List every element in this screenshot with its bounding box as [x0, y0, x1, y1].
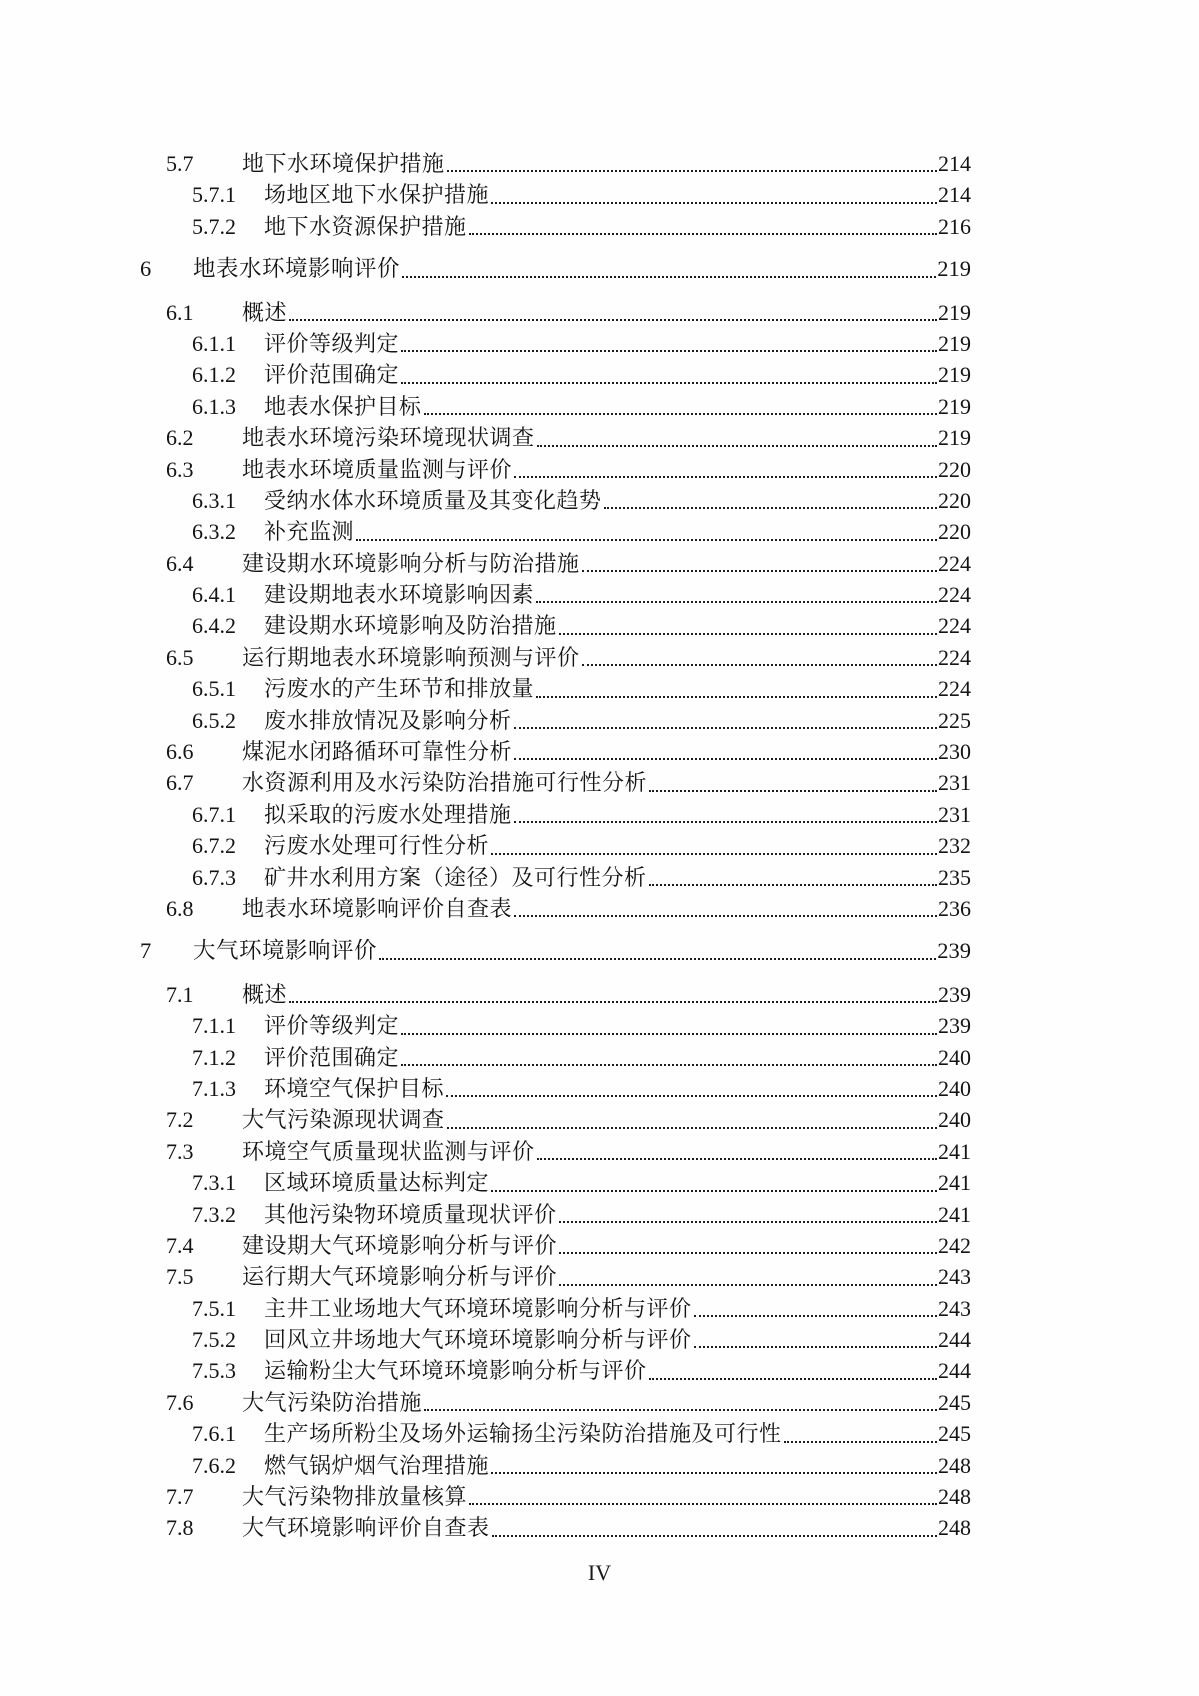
toc-entry-page: 243: [938, 1295, 971, 1321]
toc-entry-title: 大气污染源现状调查: [242, 1107, 445, 1133]
toc-entry-page: 231: [938, 801, 971, 827]
leader-dots: [694, 1324, 937, 1348]
toc-entry[interactable]: [140, 548, 971, 579]
toc-entry-page: 219: [937, 256, 971, 282]
toc-entry-page: 242: [938, 1232, 971, 1258]
toc-entry-page: 239: [937, 938, 971, 964]
leader-dots: [694, 1293, 937, 1317]
toc-entry-page: 225: [938, 707, 971, 733]
toc-entry[interactable]: [140, 1010, 971, 1041]
toc-entry-number: 5.7.2: [192, 213, 236, 239]
toc-entry-number: 6.8: [166, 895, 194, 921]
toc-entry-title: 运行期地表水环境影响预测与评价: [242, 644, 580, 670]
toc-entry[interactable]: [140, 1324, 971, 1355]
toc-entry-title: 地下水环境保护措施: [242, 151, 445, 176]
toc-entry[interactable]: [140, 767, 971, 798]
leader-dots: [784, 1418, 937, 1442]
toc-entry-number: 6.7: [166, 770, 194, 796]
leader-dots: [649, 862, 937, 886]
toc-entry-number: 6.5.1: [192, 676, 236, 702]
toc-entry-page: 243: [938, 1264, 971, 1290]
toc-entry-title: 运行期大气环境影响分析与评价: [242, 1264, 558, 1290]
toc-entry-title: 大气污染防治措施: [242, 1389, 423, 1415]
toc-entry-number: 7.3: [166, 1138, 194, 1164]
toc-entry-page: 220: [938, 456, 971, 482]
toc-entry-title: 污废水处理可行性分析: [264, 833, 490, 859]
toc-entry-title: 运输粉尘大气环境环境影响分析与评价: [264, 1358, 647, 1384]
toc-entry-page: 241: [938, 1201, 971, 1227]
toc-entry[interactable]: [140, 705, 971, 736]
toc-entry-number: 7.1.1: [192, 1013, 236, 1039]
toc-entry[interactable]: [140, 893, 971, 924]
toc-entry[interactable]: [140, 1481, 971, 1512]
toc-entry-number: 7.5.1: [192, 1295, 236, 1321]
leader-dots: [356, 516, 937, 540]
toc-entry-title: 地表水环境污染环境现状调查: [242, 425, 535, 451]
toc-entry[interactable]: [140, 1293, 971, 1324]
leader-dots: [289, 979, 937, 1003]
toc-entry-page: 219: [938, 299, 971, 325]
toc-entry-number: 6.3: [166, 456, 194, 482]
toc-entry-title: 环境空气质量现状监测与评价: [242, 1138, 535, 1164]
toc-entry-title: 大气污染物排放量核算: [242, 1484, 468, 1510]
toc-entry[interactable]: [140, 297, 971, 328]
leader-dots: [491, 830, 937, 854]
toc-entry-title: 地表水环境影响评价自查表: [242, 895, 513, 921]
leader-dots: [491, 179, 937, 203]
toc-entry-page: 232: [938, 833, 971, 859]
toc-entry[interactable]: [140, 1073, 971, 1104]
toc-entry[interactable]: [140, 454, 971, 485]
toc-entry[interactable]: [140, 485, 971, 516]
toc-entry-number: 7.5.2: [192, 1327, 236, 1353]
toc-entry-title: 建设期大气环境影响分析与评价: [242, 1232, 558, 1258]
toc-entry-page: 245: [938, 1389, 971, 1415]
toc-entry-title: 地表水环境质量监测与评价: [242, 456, 513, 482]
toc-entry-page: 244: [938, 1327, 971, 1353]
toc-entry-number: 6.4.2: [192, 613, 236, 639]
table-of-contents: [140, 148, 971, 1544]
toc-entry-title: 矿井水利用方案（途径）及可行性分析: [264, 864, 647, 890]
toc-entry-page: 214: [938, 151, 971, 176]
toc-entry-page: 224: [938, 550, 971, 576]
leader-dots: [379, 935, 936, 959]
toc-entry-page: 219: [938, 425, 971, 451]
toc-entry-title: 补充监测: [264, 519, 355, 545]
toc-entry-page: 224: [938, 582, 971, 608]
leader-dots: [491, 1167, 937, 1191]
toc-entry-page: 245: [938, 1421, 971, 1447]
leader-dots: [424, 391, 937, 415]
toc-entry-page: 239: [938, 1013, 971, 1039]
toc-entry-number: 6.2: [166, 425, 194, 451]
toc-entry[interactable]: [140, 1355, 971, 1386]
toc-entry-title: 拟采取的污废水处理措施: [264, 801, 512, 827]
toc-entry-page: 235: [938, 864, 971, 890]
toc-entry[interactable]: [140, 979, 971, 1010]
page-number-footer: IV: [587, 1560, 612, 1585]
toc-entry-number: 7.3.2: [192, 1201, 236, 1227]
toc-entry[interactable]: [140, 642, 971, 673]
toc-entry-number: 7.5: [166, 1264, 194, 1290]
toc-entry-number: 6.4: [166, 550, 194, 576]
toc-entry-page: 216: [938, 213, 971, 239]
leader-dots: [649, 1355, 937, 1379]
toc-entry-number: 7.5.3: [192, 1358, 236, 1384]
toc-entry-number: 7.7: [166, 1484, 194, 1510]
toc-entry-title: 环境空气保护目标: [264, 1075, 445, 1101]
toc-entry-number: 7.6: [166, 1389, 194, 1415]
leader-dots: [401, 1010, 937, 1034]
toc-entry[interactable]: [140, 830, 971, 861]
toc-entry-page: 239: [938, 981, 971, 1007]
leader-dots: [446, 1073, 937, 1097]
toc-entry-page: 240: [938, 1075, 971, 1101]
toc-entry-title: 建设期水环境影响分析与防治措施: [242, 550, 580, 576]
toc-entry-number: 7.1: [166, 981, 194, 1007]
toc-entry[interactable]: [140, 211, 971, 242]
leader-dots: [401, 1042, 937, 1066]
toc-entry[interactable]: [140, 1512, 971, 1543]
toc-entry-page: 224: [938, 644, 971, 670]
toc-entry-page: 214: [938, 182, 971, 208]
toc-entry-page: 224: [938, 613, 971, 639]
leader-dots: [447, 148, 937, 172]
toc-entry-number: 6.6: [166, 739, 194, 765]
toc-entry-number: 6.7.2: [192, 833, 236, 859]
toc-entry-number: 6.4.1: [192, 582, 236, 608]
toc-entry[interactable]: [140, 1450, 971, 1481]
toc-entry-page: 219: [938, 393, 971, 419]
toc-entry-page: 220: [938, 519, 971, 545]
toc-entry-title: 废水排放情况及影响分析: [264, 707, 512, 733]
toc-entry-page: 220: [938, 487, 971, 513]
leader-dots: [559, 610, 937, 634]
leader-dots: [537, 1136, 937, 1160]
toc-entry[interactable]: [140, 799, 971, 830]
toc-entry-number: 7.1.3: [192, 1075, 236, 1101]
toc-entry[interactable]: [140, 1418, 971, 1449]
toc-entry-page: 248: [938, 1484, 971, 1510]
toc-entry[interactable]: [140, 1104, 971, 1135]
toc-entry[interactable]: [140, 1387, 971, 1418]
toc-entry-number: 7.3.1: [192, 1170, 236, 1196]
leader-dots: [492, 1512, 937, 1536]
toc-entry-title: 受纳水体水环境质量及其变化趋势: [264, 487, 602, 513]
leader-dots: [447, 1104, 937, 1128]
toc-entry-title: 大气环境影响评价: [193, 938, 378, 964]
toc-entry-title: 水资源利用及水污染防治措施可行性分析: [242, 770, 648, 796]
toc-entry-title: 概述: [242, 299, 288, 325]
toc-entry-title: 概述: [242, 981, 288, 1007]
leader-dots: [514, 736, 937, 760]
toc-entry[interactable]: [140, 422, 971, 453]
toc-entry-title: 燃气锅炉烟气治理措施: [264, 1452, 490, 1478]
toc-entry[interactable]: [140, 1136, 971, 1167]
toc-entry[interactable]: [140, 610, 971, 641]
leader-dots: [582, 642, 937, 666]
toc-entry[interactable]: [140, 673, 971, 704]
leader-dots: [289, 297, 937, 321]
toc-entry[interactable]: [140, 253, 971, 284]
toc-entry[interactable]: [140, 1199, 971, 1230]
toc-entry-title: 地下水资源保护措施: [264, 213, 467, 239]
leader-dots: [649, 767, 937, 791]
leader-dots: [469, 1481, 937, 1505]
leader-dots: [424, 1387, 937, 1411]
toc-entry-title: 主井工业场地大气环境环境影响分析与评价: [264, 1295, 692, 1321]
toc-entry-page: 219: [938, 362, 971, 388]
toc-entry-page: 236: [938, 895, 971, 921]
leader-dots: [559, 1261, 937, 1285]
leader-dots: [469, 211, 937, 235]
toc-entry[interactable]: [140, 579, 971, 610]
toc-entry-page: 241: [938, 1170, 971, 1196]
leader-dots: [514, 705, 937, 729]
leader-dots: [582, 548, 937, 572]
toc-entry-title: 其他污染物环境质量现状评价: [264, 1201, 557, 1227]
toc-entry-number: 6.7.3: [192, 864, 236, 890]
leader-dots: [536, 579, 937, 603]
toc-entry-page: 244: [938, 1358, 971, 1384]
toc-entry-page: 231: [938, 770, 971, 796]
toc-entry[interactable]: [140, 391, 971, 422]
toc-entry-page: 230: [938, 739, 971, 765]
leader-dots: [402, 253, 936, 277]
toc-entry-number: 6.7.1: [192, 801, 236, 827]
toc-entry-title: 地表水环境影响评价: [193, 256, 401, 282]
leader-dots: [491, 1450, 937, 1474]
leader-dots: [536, 673, 937, 697]
toc-entry-title: 大气环境影响评价自查表: [242, 1515, 490, 1541]
toc-entry[interactable]: [140, 1167, 971, 1198]
toc-entry-title: 评价范围确定: [264, 362, 400, 388]
toc-entry[interactable]: [140, 328, 971, 359]
toc-entry-title: 区域环境质量达标判定: [264, 1170, 490, 1196]
toc-entry-number: 7.4: [166, 1232, 194, 1258]
toc-entry-number: 6.5.2: [192, 707, 236, 733]
toc-entry-number: 7.6.1: [192, 1421, 236, 1447]
toc-entry-page: 248: [938, 1515, 971, 1541]
leader-dots: [537, 422, 937, 446]
toc-entry-title: 生产场所粉尘及场外运输扬尘污染防治措施及可行性: [264, 1421, 782, 1447]
toc-entry-title: 污废水的产生环节和排放量: [264, 676, 535, 702]
toc-entry-title: 建设期水环境影响及防治措施: [264, 613, 557, 639]
toc-entry-page: 248: [938, 1452, 971, 1478]
toc-entry-title: 评价范围确定: [264, 1044, 400, 1070]
toc-entry[interactable]: [140, 359, 971, 390]
toc-entry-title: 煤泥水闭路循环可靠性分析: [242, 739, 513, 765]
toc-entry-number: 5.7: [166, 151, 194, 176]
leader-dots: [401, 328, 937, 352]
toc-entry-number: 6.3.1: [192, 487, 236, 513]
toc-entry-page: 240: [938, 1107, 971, 1133]
toc-entry-number: 6.1.3: [192, 393, 236, 419]
toc-entry-page: 224: [938, 676, 971, 702]
toc-entry-title: 评价等级判定: [264, 1013, 400, 1039]
toc-entry-number: 7.2: [166, 1107, 194, 1133]
toc-entry-number: 6.1.2: [192, 362, 236, 388]
toc-entry[interactable]: [140, 1261, 971, 1292]
toc-entry-page: 240: [938, 1044, 971, 1070]
toc-entry-title: 评价等级判定: [264, 330, 400, 356]
toc-entry-number: 6: [140, 256, 152, 282]
toc-entry[interactable]: [140, 1042, 971, 1073]
toc-entry-title: 回风立井场地大气环境环境影响分析与评价: [264, 1327, 692, 1353]
toc-entry-number: 6.1.1: [192, 330, 236, 356]
toc-entry-number: 6.3.2: [192, 519, 236, 545]
leader-dots: [514, 893, 937, 917]
toc-entry[interactable]: [140, 179, 971, 210]
leader-dots: [559, 1199, 937, 1223]
toc-entry-number: 7: [140, 938, 152, 964]
leader-dots: [604, 485, 937, 509]
toc-entry-number: 6.1: [166, 299, 194, 325]
toc-entry[interactable]: [140, 862, 971, 893]
toc-entry[interactable]: [140, 516, 971, 547]
toc-entry[interactable]: [140, 935, 971, 966]
toc-entry-number: 5.7.1: [192, 182, 236, 208]
toc-entry[interactable]: [140, 1230, 971, 1261]
leader-dots: [401, 359, 937, 383]
toc-entry-page: 219: [938, 330, 971, 356]
toc-entry-title: 地表水保护目标: [264, 393, 422, 419]
toc-entry-number: 7.1.2: [192, 1044, 236, 1070]
toc-entry-number: 7.8: [166, 1515, 194, 1541]
toc-entry-number: 7.6.2: [192, 1452, 236, 1478]
toc-entry[interactable]: [140, 736, 971, 767]
toc-entry[interactable]: [140, 148, 971, 179]
leader-dots: [559, 1230, 937, 1254]
leader-dots: [514, 799, 937, 823]
toc-entry-title: 建设期地表水环境影响因素: [264, 582, 535, 608]
leader-dots: [514, 454, 937, 478]
toc-entry-page: 241: [938, 1138, 971, 1164]
toc-entry-title: 场地区地下水保护措施: [264, 182, 490, 208]
toc-entry-number: 6.5: [166, 644, 194, 670]
